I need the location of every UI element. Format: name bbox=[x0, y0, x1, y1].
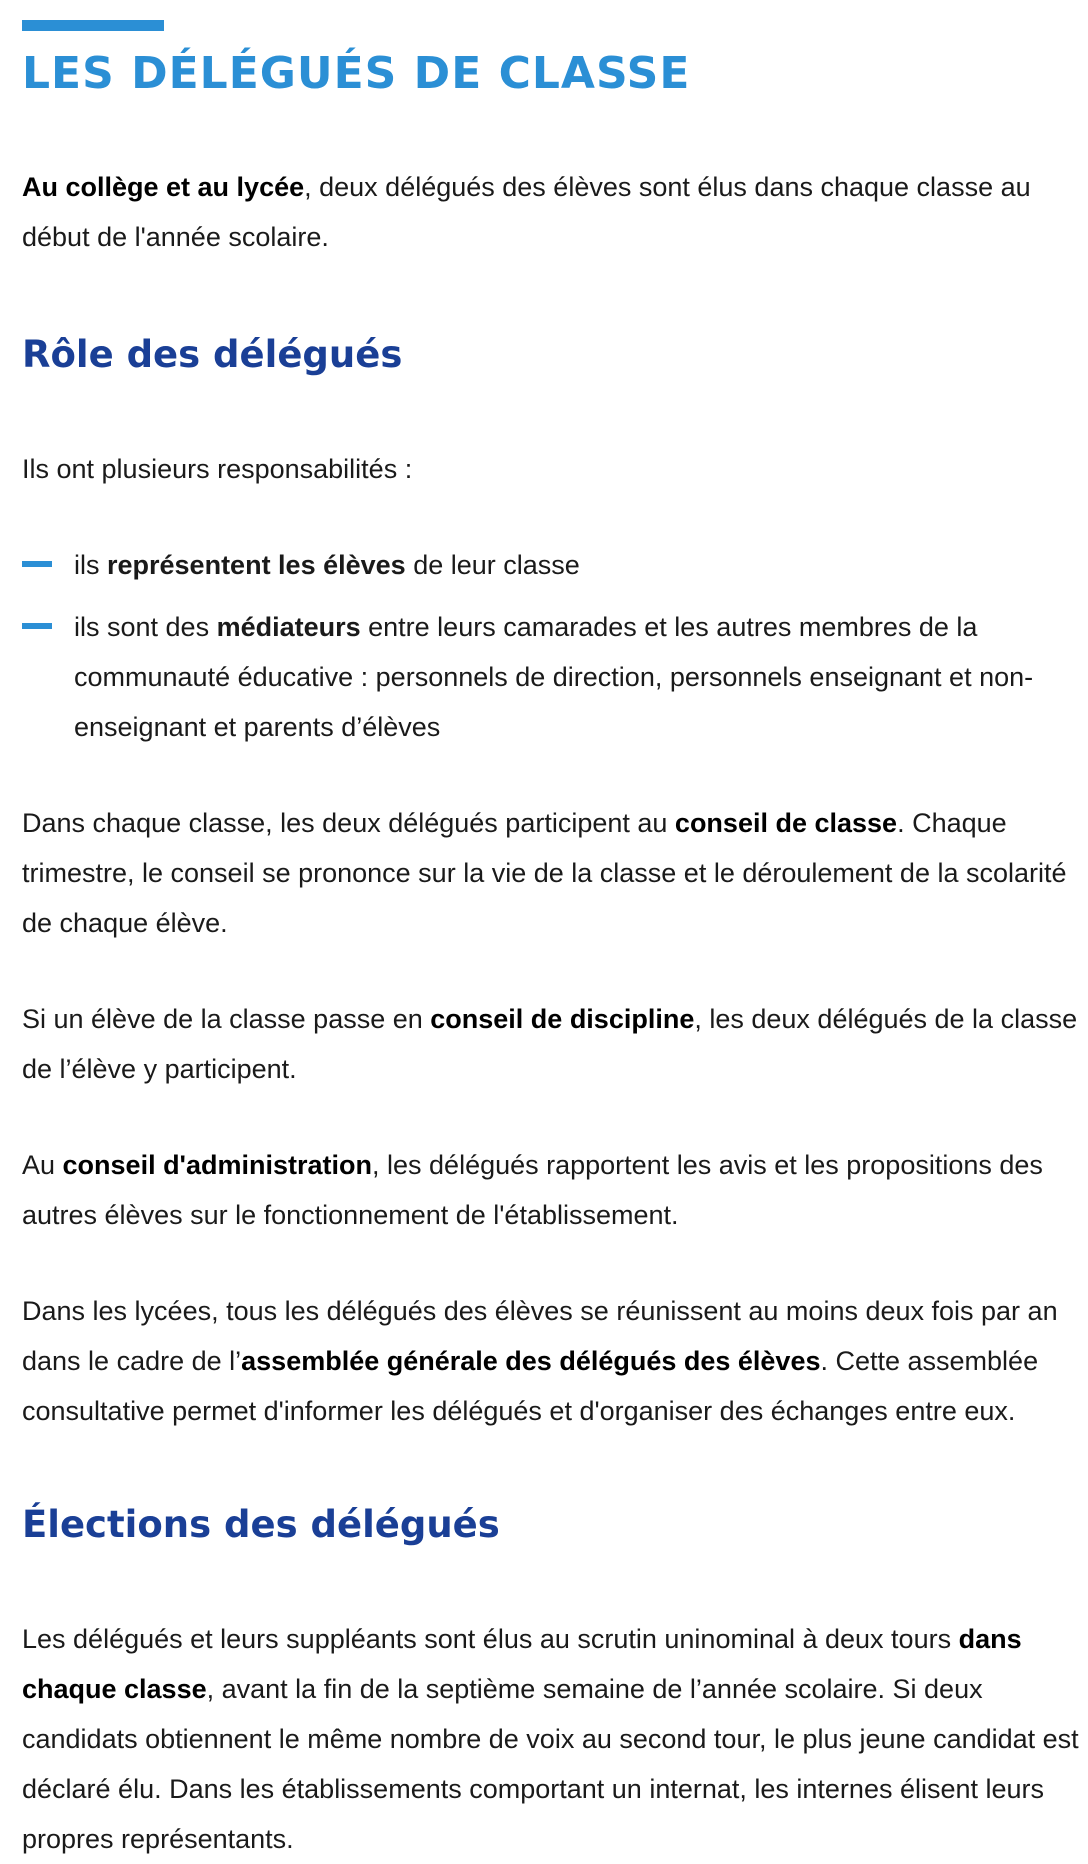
section-heading-role: Rôle des délégués bbox=[22, 333, 403, 376]
list-item: ils représentent les élèves de leur classe bbox=[22, 540, 1084, 590]
article-content bbox=[22, 162, 1084, 1864]
section-heading-elections: Élections des délégués bbox=[22, 1503, 500, 1546]
role-lead: Ils ont plusieurs responsabilités : bbox=[22, 454, 413, 484]
intro-bold: Au collège et au lycée bbox=[22, 172, 305, 202]
dash-bullet-icon bbox=[22, 561, 52, 567]
page-title: LES DÉLÉGUÉS DE CLASSE bbox=[22, 48, 691, 99]
intro-text: , deux délégués des élèves sont élus dans chaque classe au début de l'année scolaire. bbox=[22, 172, 1031, 252]
paragraph-assemblee-generale: Dans les lycées, tous les délégués des élèves se réunissent au moins deux fois par an dans le cadre de l’assemblée générale des délégués des élèves. Cette assemblée consultative permet d'informer les délégués et d'organiser des échanges entre eux. bbox=[22, 1296, 1058, 1426]
title-accent-bar bbox=[22, 20, 164, 31]
responsibilities-list bbox=[22, 540, 1084, 752]
list-item: ils sont des médiateurs entre leurs camarades et les autres membres de la communauté éducative : personnels de direction, personnels enseignant et non-enseignant et parents d’élèves bbox=[22, 602, 1084, 752]
dash-bullet-icon bbox=[22, 623, 52, 629]
paragraph-conseil-classe: Dans chaque classe, les deux délégués participent au conseil de classe. Chaque trimestre, le conseil se prononce sur la vie de la classe et le déroulement de la scolarité de chaque élève. bbox=[22, 808, 1067, 938]
paragraph-conseil-administration: Au conseil d'administration, les délégués rapportent les avis et les propositions des autres élèves sur le fonctionnement de l'établissement. bbox=[22, 1150, 1043, 1230]
paragraph-conseil-discipline: Si un élève de la classe passe en conseil de discipline, les deux délégués de la classe de l’élève y participent. bbox=[22, 1004, 1078, 1084]
intro-paragraph bbox=[22, 162, 1084, 262]
paragraph-elections: Les délégués et leurs suppléants sont élus au scrutin uninominal à deux tours dans chaque classe, avant la fin de la septième semaine de l’année scolaire. Si deux candidats obtiennent le même nombre de voix au second tour, le plus jeune candidat est déclaré élu. Dans les établissements comportant un internat, les internes élisent leurs propres représentants. bbox=[22, 1624, 1079, 1854]
